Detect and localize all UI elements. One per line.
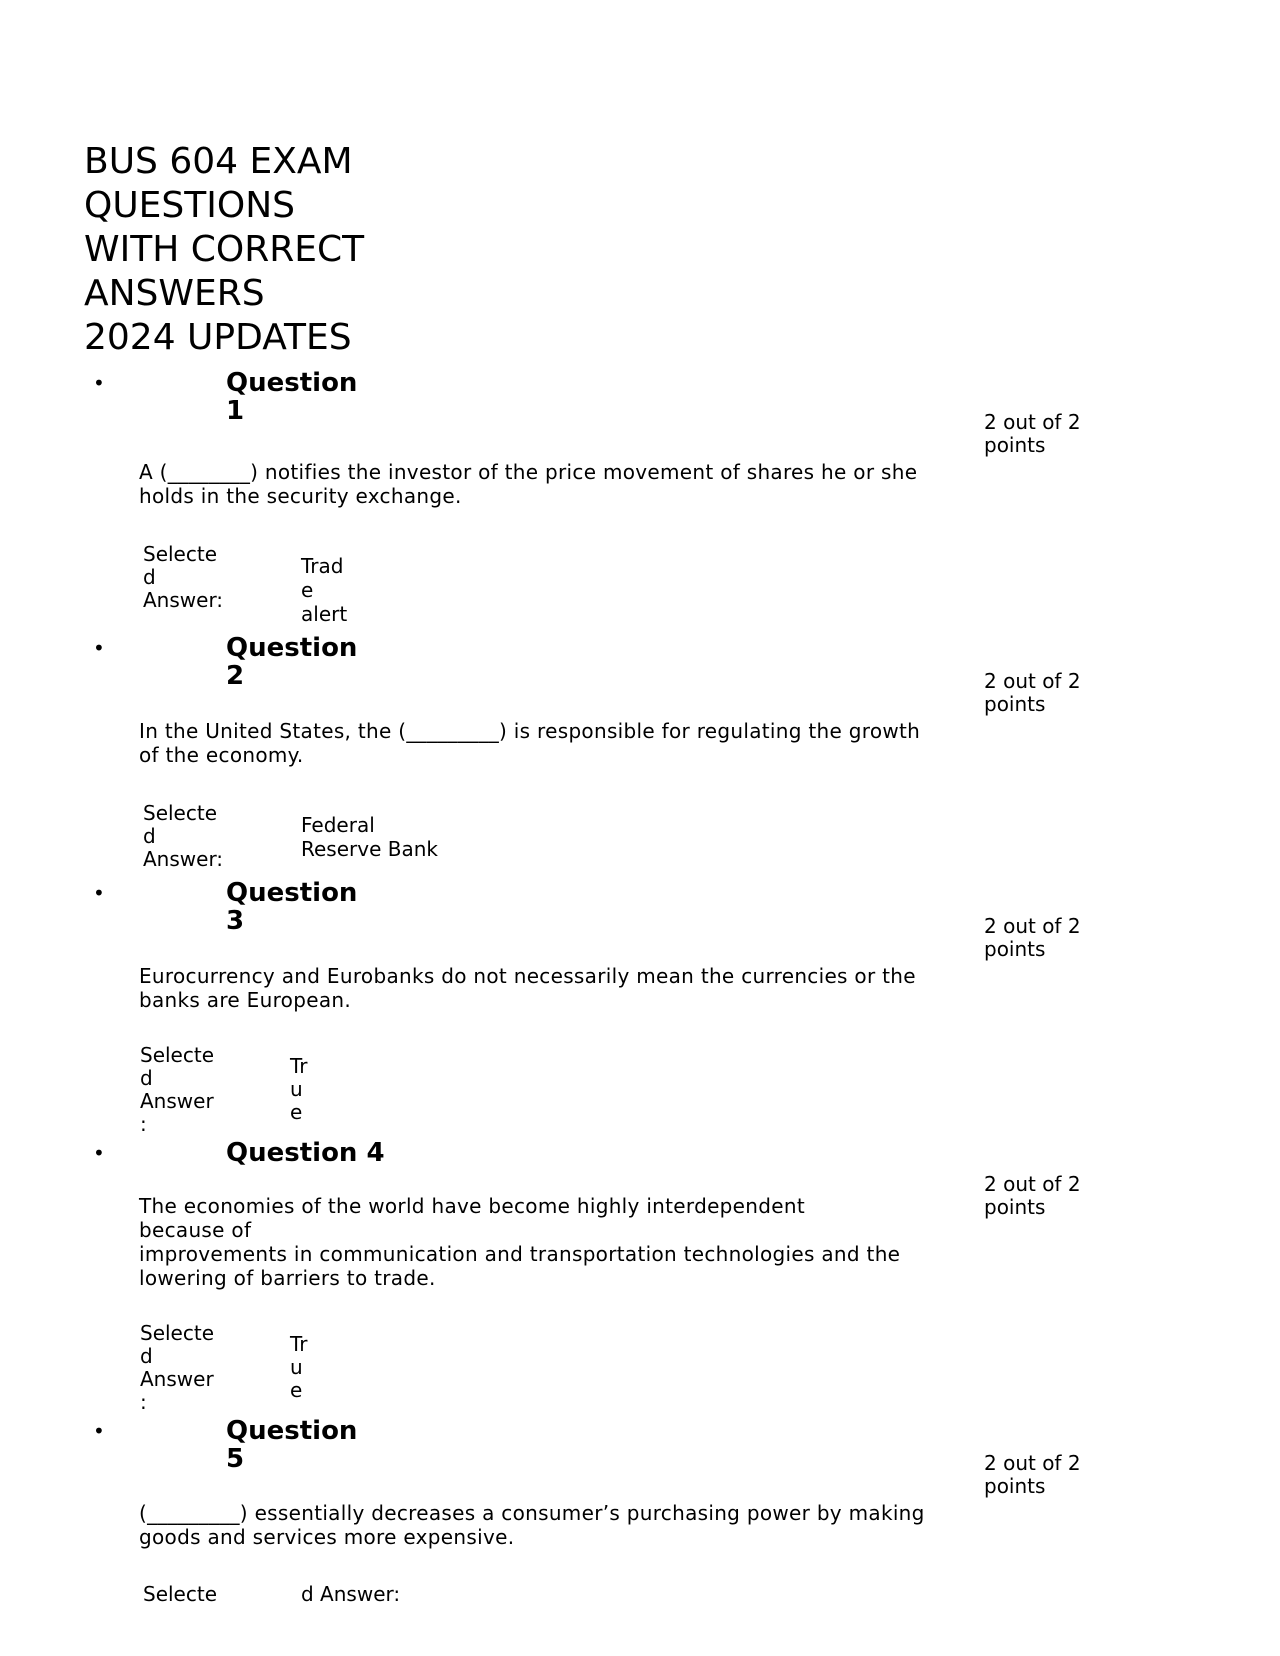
selected-answer-label: Selecte [143, 1582, 218, 1606]
selected-answer-value: Tr u e [290, 1332, 308, 1402]
bullet-icon: • [93, 881, 105, 905]
question-points: 2 out of 2 points [984, 1172, 1081, 1219]
title-line: 2024 UPDATES [84, 317, 352, 358]
question-text: In the United States, the (_________) is responsible for regulating the growth of the economy. [139, 719, 921, 767]
title-line: BUS 604 EXAM [84, 141, 353, 182]
selected-answer-label: Selecte d Answer: [143, 801, 224, 871]
title-line: WITH CORRECT [84, 229, 365, 270]
question-points: 2 out of 2 points [984, 1451, 1081, 1498]
selected-answer-value: Trad e alert [301, 554, 348, 626]
question-points: 2 out of 2 points [984, 410, 1081, 457]
question-text: A (________) notifies the investor of the price movement of shares he or she holds in the security exchange. [139, 460, 918, 508]
question-heading: Question 1 [226, 368, 358, 426]
selected-answer-label: Selecte d Answer : [140, 1321, 215, 1414]
title-line: ANSWERS [84, 273, 265, 314]
bullet-icon: • [93, 636, 105, 660]
question-heading: Question 5 [226, 1416, 358, 1474]
question-heading: Question 3 [226, 878, 358, 936]
bullet-icon: • [93, 371, 105, 395]
bullet-icon: • [93, 1141, 105, 1165]
selected-answer-value: d Answer: [301, 1582, 401, 1606]
question-points: 2 out of 2 points [984, 669, 1081, 716]
bullet-icon: • [93, 1419, 105, 1443]
document-title [84, 140, 364, 360]
title-line: QUESTIONS [84, 185, 296, 226]
question-heading: Question 2 [226, 633, 358, 691]
question-points: 2 out of 2 points [984, 914, 1081, 961]
question-text: The economies of the world have become highly interdependent because of improvements in communication and transportation technologies and the lowering of barriers to trade. [139, 1194, 901, 1290]
question-text: (_________) essentially decreases a consumer’s purchasing power by making goods and services more expensive. [139, 1501, 925, 1549]
question-heading: Question 4 [226, 1138, 385, 1168]
selected-answer-label: Selecte d Answer: [143, 542, 224, 612]
selected-answer-label: Selecte d Answer : [140, 1043, 215, 1136]
selected-answer-value: Federal Reserve Bank [301, 813, 438, 861]
selected-answer-value: Tr u e [290, 1054, 308, 1124]
question-text: Eurocurrency and Eurobanks do not necessarily mean the currencies or the banks are European. [139, 964, 916, 1012]
